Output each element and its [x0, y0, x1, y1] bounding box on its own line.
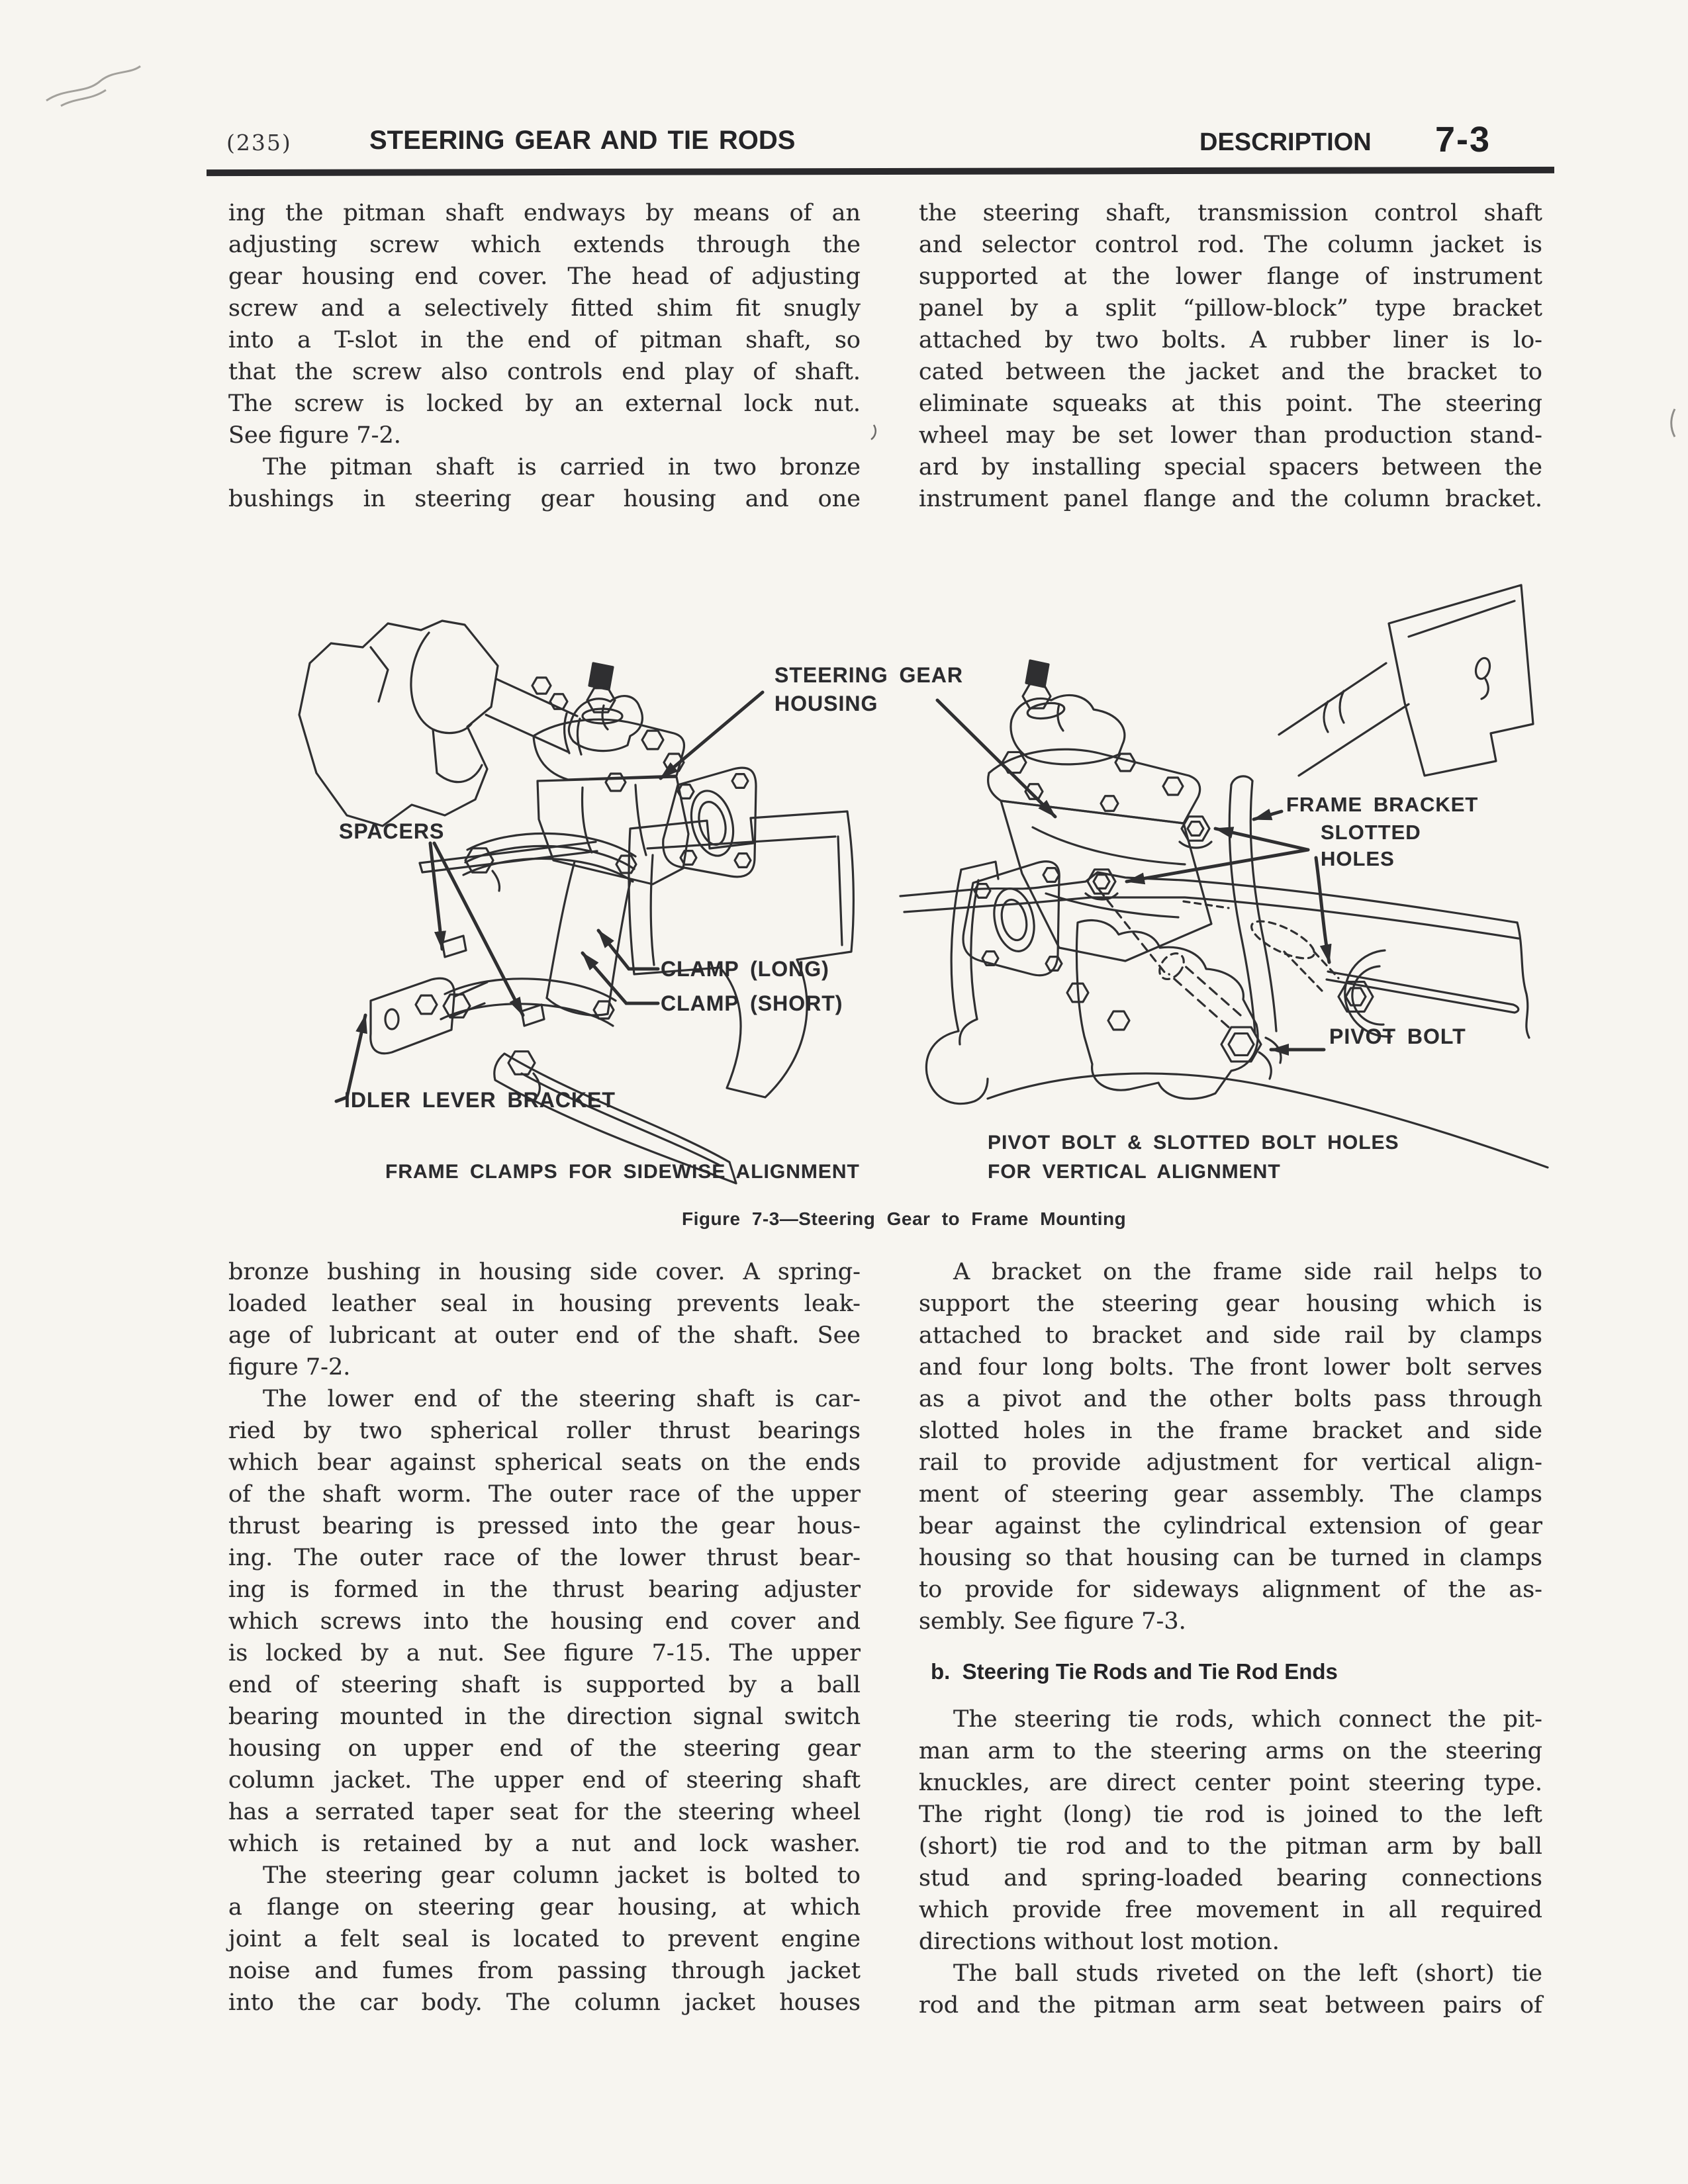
text-line: A bracket on the frame side rail helps to — [953, 1259, 1542, 1285]
label-line: STEERING GEAR — [774, 663, 963, 687]
text-line: cated between the jacket and the bracket to — [919, 359, 1542, 385]
text-line: a flange on steering gear housing, at which — [228, 1894, 861, 1921]
label-pivot-slotted-note-line2: FOR VERTICAL ALIGNMENT — [988, 1161, 1281, 1183]
text-line: end of steering shaft is supported by a ball — [228, 1672, 861, 1698]
label-idler-lever-bracket: IDLER LEVER BRACKET — [344, 1088, 616, 1112]
text-line: and selector control rod. The column jacket is — [919, 232, 1542, 258]
column-bottom-left — [228, 1256, 861, 2019]
text-line: into the car body. The column jacket houses — [228, 1989, 861, 2016]
section-title: STEERING GEAR AND TIE RODS — [369, 126, 796, 155]
label-frame-clamps-note: FRAME CLAMPS FOR SIDEWISE ALIGNMENT — [385, 1161, 860, 1183]
column-top-left — [228, 197, 861, 515]
text-line: instrument panel flange and the column bracket. — [919, 486, 1542, 512]
text-line: has a serrated taper seat for the steering wheel — [228, 1799, 861, 1825]
text-line: rail to provide adjustment for vertical align- — [919, 1449, 1542, 1476]
header-rule — [207, 167, 1554, 176]
text-line: figure 7-2. — [228, 1354, 351, 1381]
label-frame-bracket: FRAME BRACKET — [1286, 793, 1479, 816]
page-code: 7-3 — [1435, 120, 1491, 159]
paragraph — [228, 1256, 861, 1383]
text-line: age of lubricant at outer end of the shaft. See — [228, 1322, 861, 1349]
text-line: ried by two spherical roller thrust bearings — [228, 1418, 861, 1444]
text-line: attached by two bolts. A rubber liner is lo- — [919, 327, 1542, 353]
text-line: The lower end of the steering shaft is car- — [263, 1386, 861, 1412]
paragraph — [228, 451, 861, 515]
text-line: support the steering gear housing which is — [919, 1291, 1542, 1317]
text-line: ing is formed in the thrust bearing adjuster — [228, 1576, 861, 1603]
text-line: thrust bearing is pressed into the gear hous- — [228, 1513, 861, 1539]
text-line: to provide for sideways alignment of the as- — [919, 1576, 1542, 1603]
text-line: of the shaft worm. The outer race of the upper — [228, 1481, 861, 1508]
label-pivot-slotted-note-line1: PIVOT BOLT & SLOTTED BOLT HOLES — [988, 1132, 1399, 1154]
text-line: noise and fumes from passing through jacket — [228, 1958, 861, 1984]
text-line: the steering shaft, transmission control shaft — [919, 200, 1542, 226]
column-top-right — [919, 197, 1542, 515]
paragraph — [919, 1958, 1542, 2021]
paragraph — [919, 1256, 1542, 1637]
paragraph — [228, 197, 861, 451]
text-line: directions without lost motion. — [919, 1929, 1280, 1955]
text-line: which screws into the housing end cover and — [228, 1608, 861, 1635]
text-line: attached to bracket and side rail by clamps — [919, 1322, 1542, 1349]
text-line: that the screw also controls end play of shaft. — [228, 359, 861, 385]
text-line: The steering gear column jacket is bolted to — [263, 1862, 861, 1889]
text-line: screw and a selectively fitted shim fit snugly — [228, 295, 861, 322]
text-line: gear housing end cover. The head of adjusting — [228, 263, 861, 290]
text-line: ment of steering gear assembly. The clamps — [919, 1481, 1542, 1508]
label-line: HOUSING — [774, 692, 878, 715]
text-line: ing the pitman shaft endways by means of an — [228, 200, 861, 226]
text-line: which is retained by a nut and lock washer. — [228, 1831, 861, 1857]
text-line: which provide free movement in all required — [919, 1897, 1542, 1923]
text-line: (short) tie rod and to the pitman arm by ball — [919, 1833, 1542, 1860]
text-line: eliminate squeaks at this point. The steering — [919, 390, 1542, 417]
text-line: man arm to the steering arms on the steering — [919, 1738, 1542, 1764]
label-clamp-short: CLAMP (SHORT) — [661, 991, 843, 1015]
label-slotted: SLOTTED — [1321, 821, 1421, 844]
text-line: and four long bolts. The front lower bolt serves — [919, 1354, 1542, 1381]
label-spacers: SPACERS — [339, 819, 445, 843]
text-line: housing on upper end of the steering gear — [228, 1735, 861, 1762]
text-line: bearing mounted in the direction signal switch — [228, 1704, 861, 1730]
text-line: into a T-slot in the end of pitman shaft, so — [228, 327, 861, 353]
page-number: (235) — [226, 130, 292, 156]
text-line: rod and the pitman arm seat between pairs of — [919, 1992, 1542, 2019]
text-line: ard by installing special spacers between the — [919, 454, 1542, 480]
paragraph — [228, 1860, 861, 2019]
text-line: The right (long) tie rod is joined to the left — [919, 1801, 1542, 1828]
subsection-heading: b. Steering Tie Rods and Tie Rod Ends — [931, 1659, 1338, 1684]
text-line: bronze bushing in housing side cover. A spring- — [228, 1259, 861, 1285]
text-line: as a pivot and the other bolts pass through — [919, 1386, 1542, 1412]
text-line: which bear against spherical seats on the ends — [228, 1449, 861, 1476]
text-line: ing. The outer race of the lower thrust bear- — [228, 1545, 861, 1571]
text-line: wheel may be set lower than production stand- — [919, 422, 1542, 449]
text-line: The pitman shaft is carried in two bronze — [263, 454, 861, 480]
label-holes: HOLES — [1321, 847, 1395, 870]
column-bottom-right — [919, 1256, 1542, 2021]
header-description-label: DESCRIPTION — [1199, 128, 1372, 156]
figure-caption: Figure 7-3—Steering Gear to Frame Mounting — [682, 1208, 1127, 1229]
text-line: The steering tie rods, which connect the pit- — [953, 1706, 1542, 1733]
paragraph — [919, 197, 1542, 515]
text-line: slotted holes in the frame bracket and side — [919, 1418, 1542, 1444]
text-line: See figure 7-2. — [228, 422, 401, 449]
right-drawing — [900, 585, 1548, 1167]
text-line: supported at the lower flange of instrument — [919, 263, 1542, 290]
label-clamp-long: CLAMP (LONG) — [661, 957, 829, 981]
label-pivot-bolt: PIVOT BOLT — [1329, 1024, 1466, 1048]
text-line: bear against the cylindrical extension of gear — [919, 1513, 1542, 1539]
text-line: joint a felt seal is located to prevent engine — [228, 1926, 861, 1952]
text-line: housing so that housing can be turned in clamps — [919, 1545, 1542, 1571]
text-line: adjusting screw which extends through the — [228, 232, 861, 258]
text-line: is locked by a nut. See figure 7-15. The upper — [228, 1640, 861, 1666]
paragraph — [228, 1383, 861, 1860]
paragraph — [919, 1704, 1542, 1958]
text-line: bushings in steering gear housing and one — [228, 486, 861, 512]
label-steering-gear-housing — [774, 663, 963, 716]
text-line: sembly. See figure 7-3. — [919, 1608, 1186, 1635]
text-line: stud and spring-loaded bearing connections — [919, 1865, 1542, 1891]
text-line: The ball studs riveted on the left (short) tie — [953, 1960, 1542, 1987]
leader-arrows — [336, 692, 1329, 1101]
text-line: knuckles, are direct center point steering type. — [919, 1770, 1542, 1796]
text-line: loaded leather seal in housing prevents leak- — [228, 1291, 861, 1317]
text-line: column jacket. The upper end of steering shaft — [228, 1767, 861, 1794]
text-line: panel by a split “pillow-block” type bracket — [919, 295, 1542, 322]
text-line: The screw is locked by an external lock nut. — [228, 390, 861, 417]
